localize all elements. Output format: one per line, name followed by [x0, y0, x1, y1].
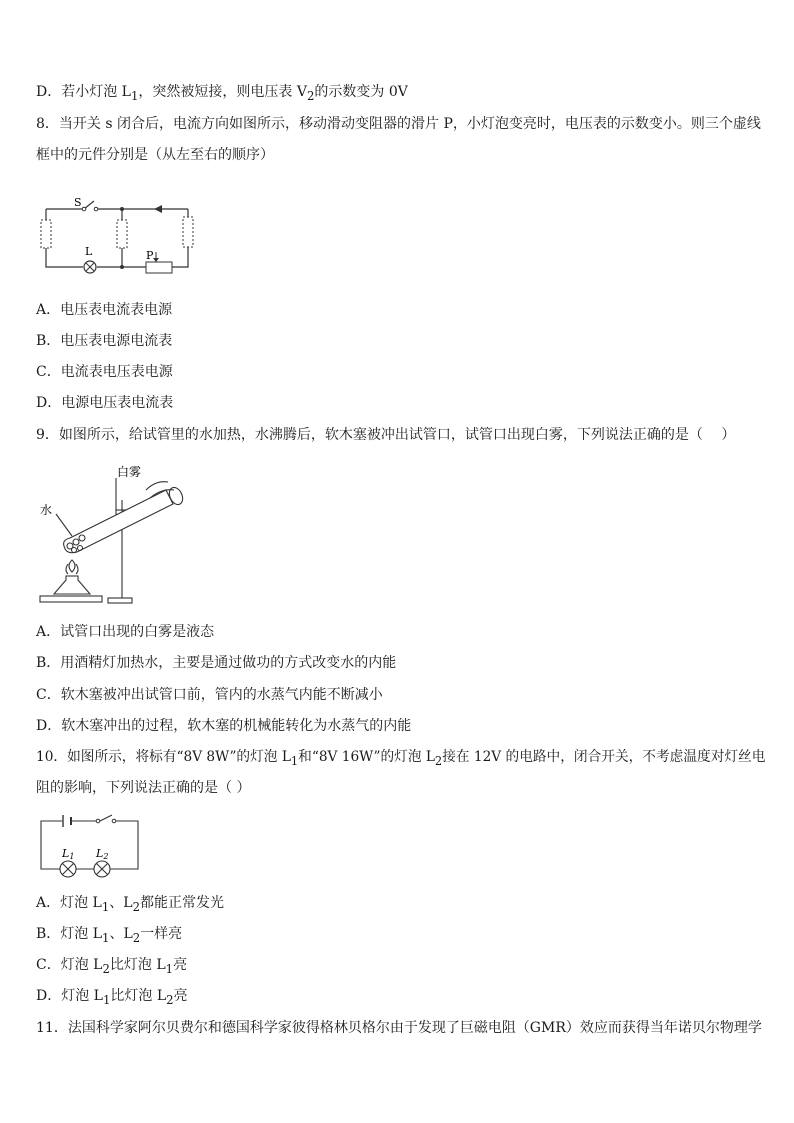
q9-option-d: D．软木塞冲出的过程，软木塞的机械能转化为水蒸气的内能 — [36, 718, 412, 734]
q10-stem-line1: 10．如图所示，将标有“8V 8W”的灯泡 $L_1$和“8V 16W”的灯泡 $L_2$接在 12V 的电路中，闭合开关，不考虑温度对灯丝电 — [36, 749, 766, 768]
mist-label: 白雾 — [117, 465, 142, 479]
slider-label: P — [146, 249, 154, 262]
q10-option-a: A．灯泡 $L_1$、$L_2$都能正常发光 — [36, 895, 224, 914]
lamp-l2-label: L2 — [96, 847, 109, 861]
q9-stem-line1: 9．如图所示，给试管里的水加热，水沸腾后，软木塞被冲出试管口，试管口出现白雾，下列说法正确的是（ ） — [36, 427, 736, 443]
q9-test-tube-diagram — [38, 460, 188, 608]
q9-option-c: C．软木塞被冲出试管口前，管内的水蒸气内能不断减小 — [36, 687, 383, 703]
q10-option-b: B．灯泡 $L_1$、$L_2$一样亮 — [36, 926, 183, 945]
q10-stem-line2: 阻的影响，下列说法正确的是（ ） — [36, 780, 251, 796]
q7-option-d: D．若小灯泡 $L_1$，突然被短接，则电压表 $V_2$的示数变为 0V — [36, 84, 408, 103]
lamp-l1-label: L1 — [62, 847, 75, 861]
q8-stem-line1: 8．当开关 s 闭合后，电流方向如图所示，移动滑动变阻器的滑片 P，小灯泡变亮时，电压表的示数变小。则三个虚线 — [36, 116, 761, 132]
q8-option-d: D．电源电压表电流表 — [36, 395, 174, 411]
q9-option-a: A．试管口出现的白雾是液态 — [36, 624, 215, 640]
q10-option-c: C．灯泡 $L_2$比灯泡 $L_1$亮 — [36, 957, 188, 976]
q8-option-a: A．电压表电流表电源 — [36, 302, 173, 318]
q8-circuit-diagram — [38, 182, 198, 282]
q10-circuit-diagram — [38, 814, 142, 878]
q11-stem-line1: 11．法国科学家阿尔贝费尔和德国科学家彼得格林贝格尔由于发现了巨磁电阻（GMR）效应而获得当年诺贝尔物理学 — [36, 1020, 762, 1036]
q8-stem-line2: 框中的元件分别是（从左至右的顺序） — [36, 147, 274, 163]
q8-option-c: C．电流表电压表电源 — [36, 364, 173, 380]
lamp-label: L — [85, 245, 93, 258]
switch-label: S — [74, 196, 82, 209]
q8-option-b: B．电压表电源电流表 — [36, 333, 173, 349]
water-label: 水 — [40, 503, 53, 517]
q10-option-d: D．灯泡 $L_1$比灯泡 $L_2$亮 — [36, 988, 188, 1007]
q9-option-b: B．用酒精灯加热水，主要是通过做功的方式改变水的内能 — [36, 655, 397, 671]
